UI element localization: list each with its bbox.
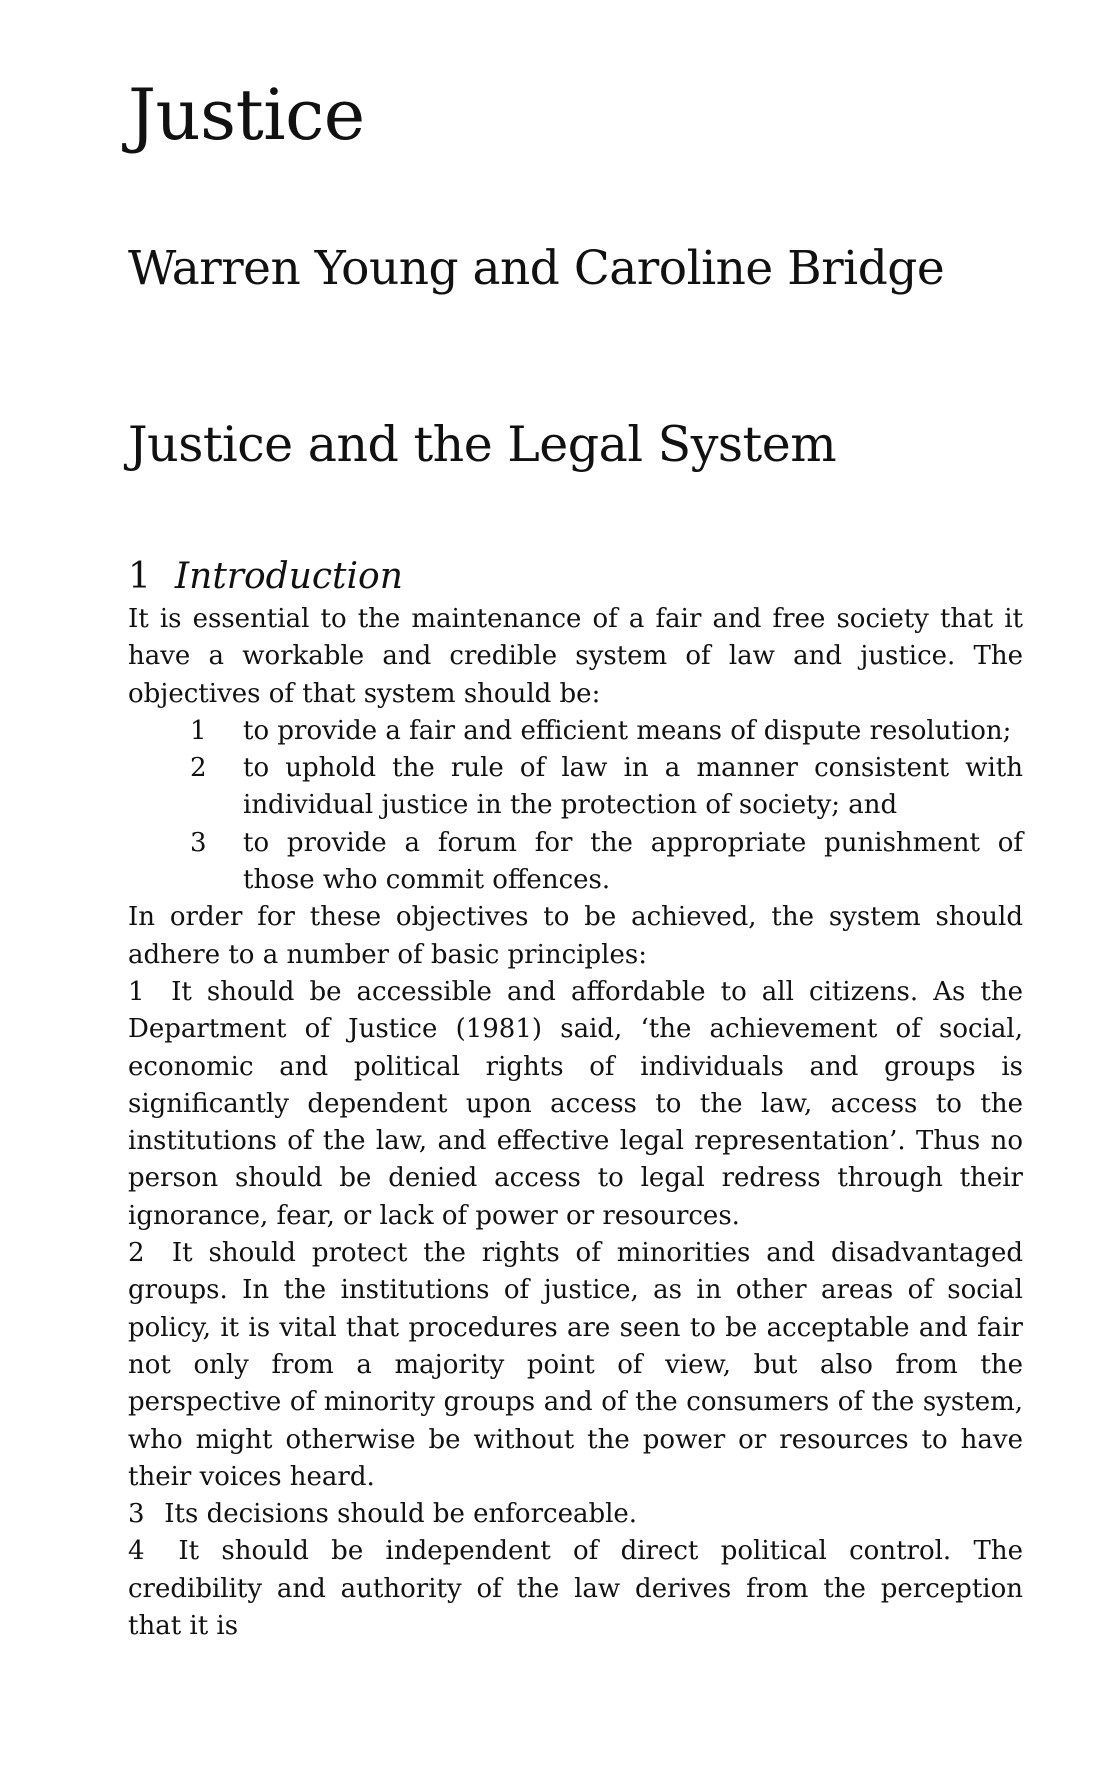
principle-text: It should be independent of direct political control. The credibility and authority of the law derives from the perception that it is [128,1536,1024,1642]
principle-number: 1 [128,976,145,1007]
body-text [128,555,1023,1645]
principle-item [128,1235,1023,1496]
principle-text: Its decisions should be enforceable. [164,1499,638,1530]
objectives-list [128,713,1023,899]
objective-item [128,713,1023,750]
principles-intro-paragraph: In order for these objectives to be achieved, the system should adhere to a number of basic principles: [128,902,1023,970]
section-title: Justice and the Legal System [128,416,837,473]
objective-number: 2 [190,753,207,784]
objective-text: to provide a forum for the appropriate punishment of those who commit offences. [243,827,1023,896]
objective-item [128,750,1023,825]
objective-text: to provide a fair and efficient means of dispute resolution; [243,715,1012,746]
objective-item [128,825,1023,900]
principle-text: It should be accessible and affordable to all citizens. As the Department of Justice (1981) said, ‘the achievement of social, economic and political rights of individuals and groups is significantly dependent upon access to the law, access to the institutions of the law, and effective legal representation’. Thus no person should be denied access to legal redress through their ignorance, fear, or lack of power or resources. [128,976,1023,1231]
principle-number: 3 [128,1499,145,1530]
principle-item [128,1533,1023,1645]
objective-text: to uphold the rule of law in a manner consistent with individual justice in the protection of society; and [243,753,1023,821]
objective-number: 1 [190,715,207,746]
principle-item [128,1496,1023,1533]
intro-paragraph: It is essential to the maintenance of a fair and free society that it have a workable and credible system of law and justice. The objectives of that system should be: [128,604,1023,709]
principle-item [128,974,1023,1235]
chapter-title: Justice [128,74,365,156]
subsection-number: 1 [128,556,151,597]
subsection-heading [128,555,1023,599]
subsection-label: Introduction [174,556,403,597]
chapter-authors: Warren Young and Caroline Bridge [128,241,945,296]
principle-number: 4 [128,1536,145,1567]
principle-number: 2 [128,1238,145,1269]
principle-text: It should protect the rights of minorities and disadvantaged groups. In the institutions of justice, as in other areas of social policy, it is vital that procedures are seen to be acceptable and fair not only from a majority point of view, but also from the perspective of minority groups and of the consumers of the system, who might otherwise be without the power or resources to have their voices heard. [128,1238,1023,1492]
objective-number: 3 [190,827,207,858]
